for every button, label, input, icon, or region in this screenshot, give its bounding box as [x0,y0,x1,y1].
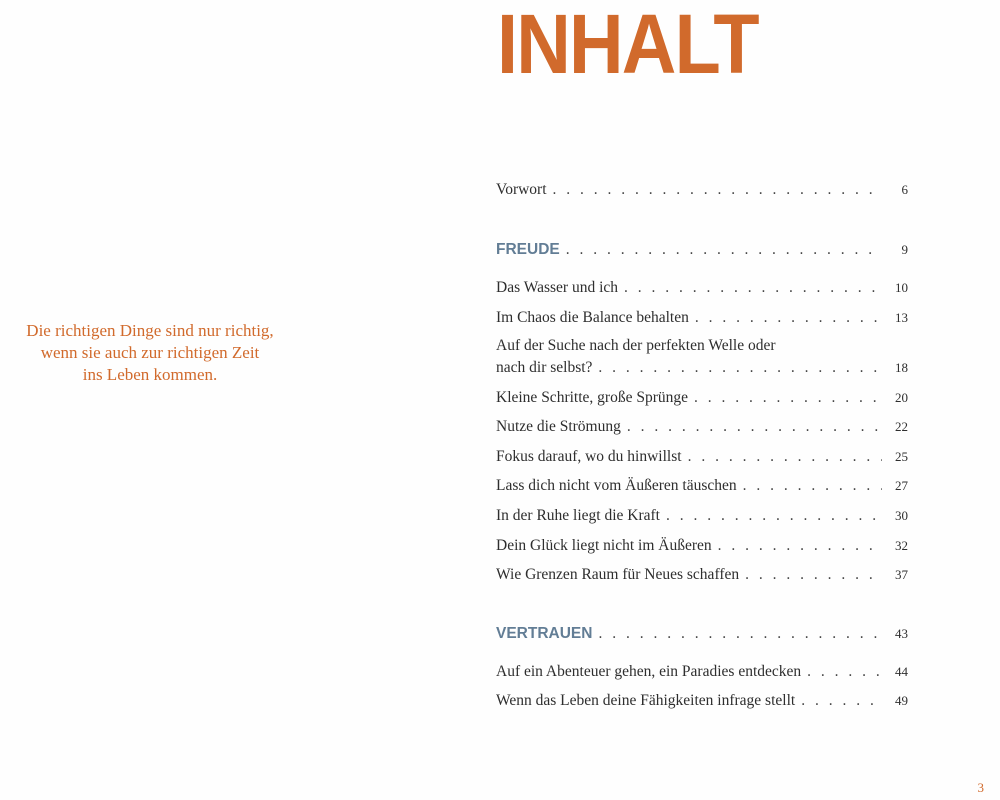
toc-page-number: 18 [895,360,908,375]
toc-page-number: 32 [895,538,908,553]
leader-dots [688,448,882,466]
toc-page-number: 37 [895,567,908,582]
toc-section-freude[interactable] [496,241,908,259]
toc-entry[interactable] [496,537,908,555]
section-heading: FREUDE [496,241,560,258]
toc-entry[interactable] [496,279,908,297]
toc-page-number: 25 [895,449,908,464]
page-title: INHALT [497,0,758,91]
toc-entry[interactable] [496,663,908,681]
epigraph-quote [0,320,300,386]
toc-entry-label: Das Wasser und ich [496,279,619,296]
quote-line: Die richtigen Dinge sind nur richtig, [26,321,274,340]
toc-page-number: 27 [895,478,908,493]
toc-entry[interactable] [496,692,908,710]
leader-dots [553,181,882,199]
toc-entry-label: Nutze die Strömung [496,418,621,435]
toc-page-number: 10 [895,280,908,295]
toc-page-number: 44 [895,664,908,679]
leader-dots [695,309,882,327]
leader-dots [598,359,882,377]
leader-dots [718,537,882,555]
toc-page-number: 20 [895,390,908,405]
leader-dots [566,241,882,259]
toc-entry[interactable] [496,309,908,327]
toc-page-number: 30 [895,508,908,523]
toc-entry-label: Lass dich nicht vom Äußeren täuschen [496,477,737,494]
toc-entry[interactable] [496,389,908,407]
leader-dots [743,477,882,495]
leader-dots [624,279,882,297]
toc-entry-label: Fokus darauf, wo du hinwillst [496,448,682,465]
leader-dots [666,507,882,525]
leader-dots [801,692,882,710]
quote-line: wenn sie auch zur richtigen Zeit [40,343,260,362]
toc-entry-label: Vorwort [496,181,547,198]
toc-entry[interactable] [496,566,908,584]
toc-entry[interactable] [496,359,908,377]
toc-page-number: 6 [901,182,908,197]
toc-entry-label: Dein Glück liegt nicht im Äußeren [496,537,712,554]
toc-entry[interactable] [496,448,908,466]
toc-entry-label: Wenn das Leben deine Fähigkeiten infrage stellt [496,692,796,709]
page-number: 3 [977,780,984,795]
toc-page-number: 22 [895,419,908,434]
leader-dots [807,663,882,681]
toc-entry-label: Im Chaos die Balance behalten [496,309,689,326]
toc-page-number: 43 [895,626,908,641]
leader-dots [598,625,882,643]
toc-entry-label: nach dir selbst? [496,359,593,376]
toc-entry[interactable] [496,418,908,436]
toc-section-vertrauen[interactable] [496,625,908,643]
toc-entry[interactable] [496,477,908,495]
quote-line: ins Leben kommen. [82,365,218,384]
leader-dots [745,566,882,584]
toc-page-number: 49 [895,693,908,708]
toc-entry-label: Auf ein Abenteuer gehen, ein Paradies entdecken [496,663,802,680]
toc-entry-label: Wie Grenzen Raum für Neues schaffen [496,566,740,583]
toc-entry-vorwort[interactable] [496,181,908,199]
leader-dots [627,418,882,436]
toc-entry-label: In der Ruhe liegt die Kraft [496,507,660,524]
section-heading: VERTRAUEN [496,625,593,642]
toc-entry[interactable] [496,507,908,525]
toc-entry-line1[interactable]: Auf der Suche nach der perfekten Welle oder [496,337,776,354]
toc-entry-label: Kleine Schritte, große Sprünge [496,389,688,406]
toc-page-number: 13 [895,310,908,325]
toc-page-number: 9 [901,242,908,257]
leader-dots [694,389,882,407]
